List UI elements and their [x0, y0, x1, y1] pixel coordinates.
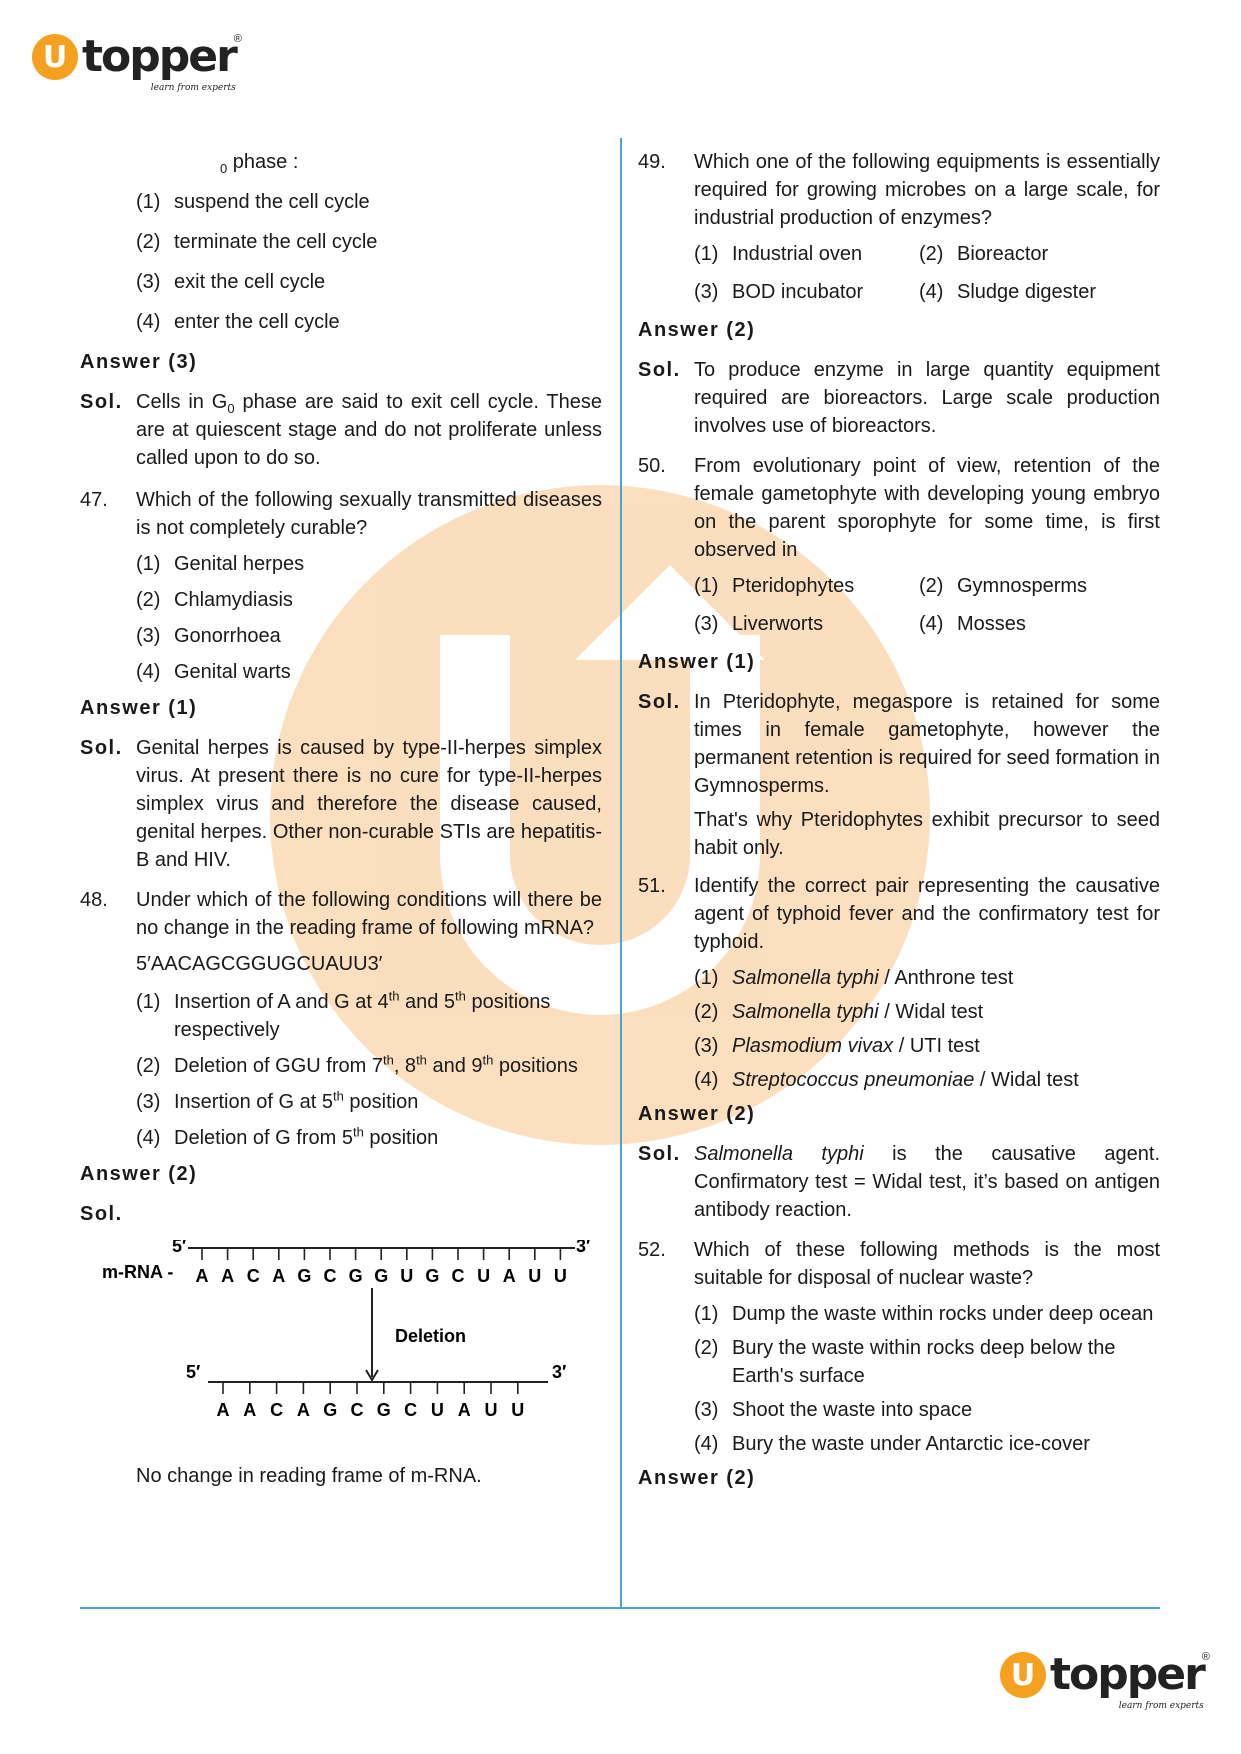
top-strand-base: G [297, 1266, 312, 1286]
bottom-strand-base: C [270, 1400, 284, 1420]
top-three-prime: 3′ [576, 1240, 591, 1256]
q51-option-2: (2) Salmonella typhi / Widal test [694, 1001, 984, 1023]
q49-options-row-2 [694, 278, 1160, 306]
q48-conclusion: No change in reading frame of m-RNA. [136, 1465, 482, 1487]
top-five-prime: 5′ [172, 1240, 187, 1256]
registered-mark: ® [233, 33, 242, 45]
top-strand-base: U [400, 1266, 414, 1286]
question-51: 51. Identify the correct pair representing the causative agent of typhoid fever and the confirmatory test for typhoid. [638, 875, 1160, 953]
left-column [80, 148, 602, 1490]
q52-answer: Answer (2) [638, 1467, 756, 1489]
q50-option-4: (4) Mosses [919, 613, 1026, 635]
bottom-five-prime: 5′ [186, 1362, 201, 1382]
top-strand-base: C [323, 1266, 337, 1286]
brand-tagline: learn from experts [1118, 1701, 1204, 1711]
q49-option-1: (1) Industrial oven [694, 243, 863, 265]
q50-option-2: (2) Gymnosperms [919, 575, 1088, 597]
mrna-label: m-RNA - [102, 1262, 174, 1282]
q50-option-1: (1) Pteridophytes [694, 575, 855, 597]
top-strand-base: G [374, 1266, 389, 1286]
top-strand-base: C [451, 1266, 465, 1286]
q46-solution: Sol. Cells in $G_0$ phase are said to exit cell cycle. These are at quiescent stage and do not proliferate unless called upon to do so. [80, 391, 602, 469]
q47-option-4: (4) Genital warts [136, 661, 291, 683]
column-divider [620, 138, 622, 1608]
bottom-strand-base: A [457, 1400, 471, 1420]
q52-option-3: (3) Shoot the waste into space [694, 1399, 973, 1421]
q48-option-4: (4) Deletion of G from 5th position [136, 1124, 439, 1149]
top-strand-base: A [221, 1266, 235, 1286]
q46-option-4: (4) enter the cell cycle [136, 311, 340, 333]
topper-u-icon: U [32, 34, 78, 80]
brand-name: topper [1050, 1649, 1204, 1700]
q46-answer: Answer (3) [80, 351, 198, 373]
q52-option-4: (4) Bury the waste under Antarctic ice-cover [694, 1433, 1090, 1455]
q50-options-row-1 [694, 572, 1160, 600]
q46-option-1: (1) suspend the cell cycle [136, 191, 370, 213]
q50-solution: Sol. In Pteridophyte, megaspore is retained for some times in female gametophyte, however the permanent retention is required for seed formation in Gymnosperms. [638, 691, 1160, 797]
registered-mark: ® [1201, 1651, 1210, 1663]
q48-solution-label: Sol. [80, 1203, 123, 1225]
top-strand-base: A [272, 1266, 286, 1286]
brand-name: topper [82, 31, 236, 82]
q48-sequence: 5′AACAGCGGUGCUAUU3′ [136, 953, 383, 975]
q50-answer: Answer (1) [638, 651, 756, 673]
mrna-deletion-diagram [80, 1240, 602, 1468]
q49-answer: Answer (2) [638, 319, 756, 341]
q48-option-2: (2) Deletion of GGU from 7th, 8th and 9th positions [136, 1052, 578, 1077]
top-strand-base: A [195, 1266, 209, 1286]
bottom-strand-base: U [511, 1400, 525, 1420]
q49-solution: Sol. To produce enzyme in large quantity equipment required are bioreactors. Large scale production involves use of bioreactors. [638, 359, 1160, 437]
question-49: 49. Which one of the following equipments is essentially required for growing microbes on a large scale, for industrial production of enzymes? [638, 151, 1160, 229]
q51-option-1: (1) Salmonella typhi / Anthrone test [694, 967, 1014, 989]
bottom-strand-base: G [323, 1400, 338, 1420]
page-bottom-rule [80, 1607, 1160, 1609]
q49-option-2: (2) Bioreactor [919, 243, 1049, 265]
topper-u-icon: U [1000, 1652, 1046, 1698]
q48-option-1: (1) Insertion of A and G at 4th and 5th positions respectively [136, 988, 551, 1041]
question-50: 50. From evolutionary point of view, retention of the female gametophyte with developing young embryo on the parent sporophyte for some time, is first observed in [638, 455, 1160, 561]
top-strand-base: G [348, 1266, 363, 1286]
q51-solution: Sol. Salmonella typhi is the causative agent. Confirmatory test = Widal test, it’s based on antigen antibody reaction. [638, 1143, 1160, 1221]
topper-logo-top [32, 31, 242, 93]
q50-solution-note: That's why Pteridophytes exhibit precursor to seed habit only. [694, 809, 1160, 859]
q47-answer: Answer (1) [80, 697, 198, 719]
top-strand-base: U [528, 1266, 542, 1286]
q52-option-1: (1) Dump the waste within rocks under deep ocean [694, 1303, 1154, 1325]
bottom-three-prime: 3′ [552, 1362, 567, 1382]
bottom-strand-base: U [484, 1400, 498, 1420]
q51-answer: Answer (2) [638, 1103, 756, 1125]
top-strand-base: U [553, 1266, 567, 1286]
brand-tagline: learn from experts [150, 83, 236, 93]
q49-option-3: (3) BOD incubator [694, 281, 864, 303]
q51-option-3: (3) Plasmodium vivax / UTI test [694, 1035, 980, 1057]
question-52: 52. Which of these following methods is the most suitable for disposal of nuclear waste? [638, 1239, 1160, 1289]
q48-answer: Answer (2) [80, 1163, 198, 1185]
mrna-diagram-svg [80, 1240, 602, 1460]
top-strand-base: G [425, 1266, 440, 1286]
topper-logo-bottom [1000, 1649, 1210, 1711]
q46-tail: $_0$ phase : [220, 151, 299, 176]
question-48: 48. Under which of the following conditions will there be no change in the reading frame of following mRNA? [80, 889, 602, 939]
bottom-strand-base: A [243, 1400, 257, 1420]
top-strand-base: A [502, 1266, 516, 1286]
right-column [638, 148, 1160, 1504]
bottom-strand-base: U [430, 1400, 444, 1420]
q50-options-row-2 [694, 610, 1160, 638]
q47-solution: Sol. Genital herpes is caused by type-II-herpes simplex virus. At present there is no cure for type-II-herpes simplex virus and therefore the disease caused, genital herpes. Other non-curable STIs are hepatitis-B and HIV. [80, 737, 602, 871]
q46-option-3: (3) exit the cell cycle [136, 271, 326, 293]
q52-option-2: (2) Bury the waste within rocks deep below the Earth's surface [694, 1337, 1116, 1387]
question-47: 47. Which of the following sexually transmitted diseases is not completely curable? [80, 489, 602, 539]
top-strand-base: U [477, 1266, 491, 1286]
q46-option-2: (2) terminate the cell cycle [136, 231, 378, 253]
deletion-label: Deletion [395, 1326, 467, 1346]
q47-option-3: (3) Gonorrhoea [136, 625, 281, 647]
q47-option-1: (1) Genital herpes [136, 553, 305, 575]
bottom-strand-base: C [404, 1400, 418, 1420]
q51-option-4: (4) Streptococcus pneumoniae / Widal test [694, 1069, 1079, 1091]
bottom-strand-base: C [350, 1400, 364, 1420]
q48-option-3: (3) Insertion of G at 5th position [136, 1088, 419, 1113]
bottom-strand-base: A [216, 1400, 230, 1420]
q47-option-2: (2) Chlamydiasis [136, 589, 293, 611]
bottom-strand-base: A [296, 1400, 310, 1420]
q50-option-3: (3) Liverworts [694, 613, 824, 635]
q49-option-4: (4) Sludge digester [919, 281, 1096, 303]
bottom-strand-base: G [376, 1400, 391, 1420]
top-strand-base: C [246, 1266, 260, 1286]
q49-options-row-1 [694, 240, 1160, 268]
